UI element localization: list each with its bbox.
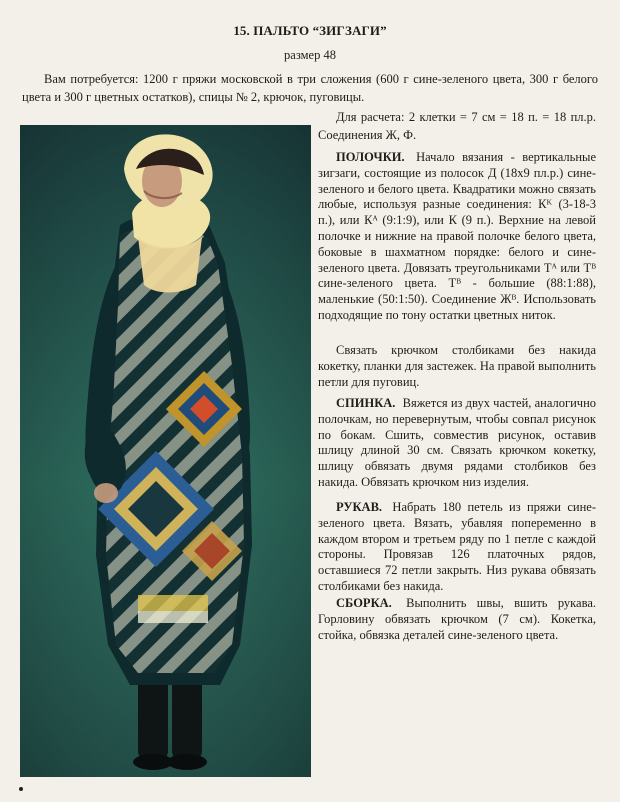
section-polochki bbox=[318, 150, 596, 324]
coat-photo-illustration bbox=[20, 125, 311, 777]
coat-photo bbox=[20, 125, 311, 777]
materials-paragraph: Вам потребуется: 1200 г пряжи московской в три сложения (600 г сине-зеленого цвета, 300 г белого цвета и 300 г цветных остатков), спицы № 2, крючок, пуговицы. bbox=[22, 72, 598, 104]
section-spinka-text: Вяжется из двух частей, аналогично полочкам, но перевернутым, чтобы совпал рисунок по бокам. Сшить, совместив рисунок, оставив шлицу длиной 30 см. Связать крючком кокетку, шлицу обвязать двумя рядами столбиков без накида. Обвязать крючком низ изделия. bbox=[318, 396, 597, 489]
section-rukav-heading: РУКАВ. bbox=[336, 500, 383, 514]
section-rukav-text: Набрать 180 петель из пряжи сине-зеленого цвета. Вязать, убавляя попеременно в каждом втором и третьем ряду по 1 петле с каждой стороны. Провязав 126 платочных рядов, оставшиеся 72 петли закрыть. Низ рукава обвязать столбиками без накида. bbox=[318, 500, 596, 593]
size-label: размер 48 bbox=[284, 48, 336, 62]
section-kokietka bbox=[318, 343, 596, 390]
section-sborka-heading: СБОРКА. bbox=[336, 596, 392, 610]
section-polochki-text: Начало вязания - вертикальные зигзаги, состоящие из полосок Д (18х9 пл.р.) сине-зеленого и белого цвета. Квадратики можно связать любые, используя разные соединения: Кᴷ (3-18-3 п.), или Кᴬ (9:1:9), или К (9 п.). Верхние на левой полочке и нижние на правой полочке белого цвета, боковые в шахматном порядке: белого и сине-зеленого цвета. Довязать треугольниками Тᴬ или Тᴮ сине-зеленого цвета. Тᴮ - большие (88:1:88), маленькие (50:1:50). Соединение Жᴮ. Использовать подходящие по тону остатки цветных ниток. bbox=[318, 150, 596, 322]
page-title: 15. ПАЛЬТО “ЗИГЗАГИ” bbox=[233, 23, 387, 38]
section-polochki-heading: ПОЛОЧКИ. bbox=[336, 150, 405, 164]
section-spinka-heading: СПИНКА. bbox=[336, 396, 396, 410]
section-sborka bbox=[318, 596, 596, 643]
section-spinka bbox=[318, 396, 596, 491]
section-sborka-text: Выполнить швы, вшить рукава. Горловину обвязать крючком (7 см). Кокетка, стойка, обвязка деталей сине-зеленого цвета. bbox=[318, 596, 596, 642]
section-kokietka-text: Связать крючком столбиками без накида кокетку, планки для застежек. На правой выполнить петли для пуговиц. bbox=[318, 343, 596, 389]
gauge-paragraph: Для расчета: 2 клетки = 7 см = 18 п. = 18 пл.р. Соединения Ж, Ф. bbox=[318, 110, 596, 142]
section-rukav bbox=[318, 500, 596, 595]
page-dot bbox=[19, 787, 23, 791]
